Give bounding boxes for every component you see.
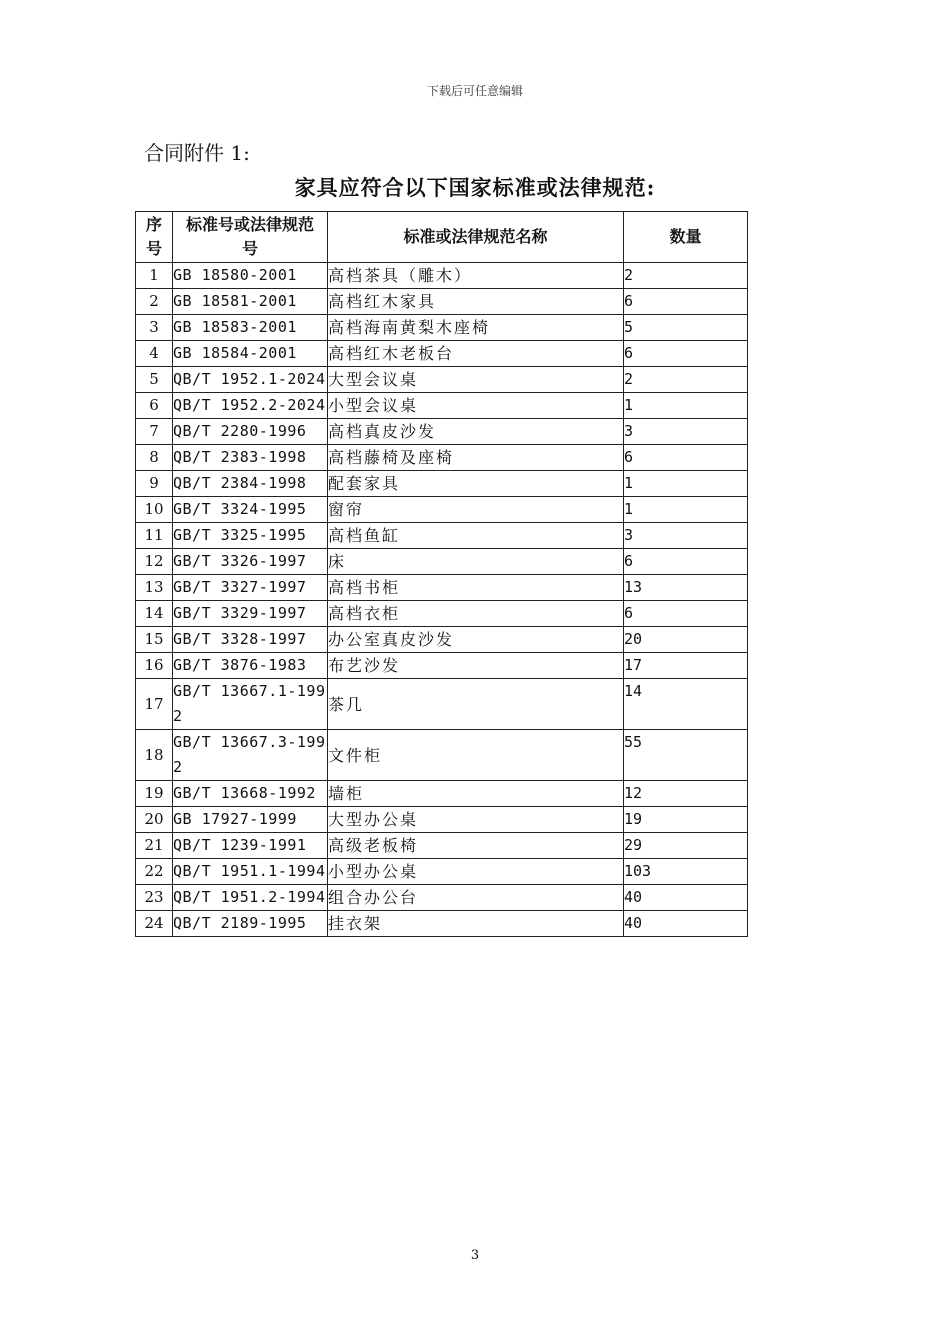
table-row xyxy=(136,549,748,575)
table-row xyxy=(136,263,748,289)
row-code: GB 18583-2001 xyxy=(173,315,328,341)
row-code: GB/T 13667.3-1992 xyxy=(173,730,328,781)
table-row xyxy=(136,471,748,497)
row-qty: 19 xyxy=(624,807,748,833)
row-name: 布艺沙发 xyxy=(328,653,624,679)
row-no: 15 xyxy=(136,627,173,653)
row-name: 墙柜 xyxy=(328,781,624,807)
row-qty: 55 xyxy=(624,730,748,781)
row-code: QB/T 1951.1-1994 xyxy=(173,859,328,885)
page-number: 3 xyxy=(470,1248,480,1263)
row-name: 高档红木老板台 xyxy=(328,341,624,367)
row-no: 11 xyxy=(136,523,173,549)
table-header-row xyxy=(136,212,748,263)
table-row xyxy=(136,367,748,393)
row-code: GB/T 13668-1992 xyxy=(173,781,328,807)
row-qty: 6 xyxy=(624,445,748,471)
table-row xyxy=(136,781,748,807)
table-row xyxy=(136,679,748,730)
attachment-title: 合同附件 1: xyxy=(144,141,250,165)
table-row xyxy=(136,653,748,679)
row-no: 10 xyxy=(136,497,173,523)
row-no: 4 xyxy=(136,341,173,367)
row-qty: 40 xyxy=(624,885,748,911)
row-code: QB/T 1951.2-1994 xyxy=(173,885,328,911)
row-no: 5 xyxy=(136,367,173,393)
row-qty: 6 xyxy=(624,549,748,575)
row-no: 2 xyxy=(136,289,173,315)
row-qty: 3 xyxy=(624,419,748,445)
table-row xyxy=(136,497,748,523)
row-no: 12 xyxy=(136,549,173,575)
row-qty: 6 xyxy=(624,341,748,367)
standards-table xyxy=(135,211,748,937)
row-no: 1 xyxy=(136,263,173,289)
row-qty: 6 xyxy=(624,601,748,627)
row-no: 21 xyxy=(136,833,173,859)
row-qty: 6 xyxy=(624,289,748,315)
row-no: 3 xyxy=(136,315,173,341)
row-code: GB/T 3325-1995 xyxy=(173,523,328,549)
row-no: 19 xyxy=(136,781,173,807)
row-name: 办公室真皮沙发 xyxy=(328,627,624,653)
row-no: 17 xyxy=(136,679,173,730)
row-code: QB/T 1952.1-2024 xyxy=(173,367,328,393)
row-qty: 1 xyxy=(624,497,748,523)
table-row xyxy=(136,393,748,419)
row-name: 高档海南黄梨木座椅 xyxy=(328,315,624,341)
row-no: 14 xyxy=(136,601,173,627)
row-qty: 2 xyxy=(624,263,748,289)
row-qty: 3 xyxy=(624,523,748,549)
table-row xyxy=(136,885,748,911)
header-name: 标准或法律规范名称 xyxy=(328,212,624,263)
row-qty: 17 xyxy=(624,653,748,679)
row-qty: 20 xyxy=(624,627,748,653)
row-code: QB/T 2280-1996 xyxy=(173,419,328,445)
header-code: 标准号或法律规范号 xyxy=(173,212,328,263)
table-row xyxy=(136,289,748,315)
row-qty: 5 xyxy=(624,315,748,341)
row-name: 大型会议桌 xyxy=(328,367,624,393)
table-row xyxy=(136,575,748,601)
table-row xyxy=(136,627,748,653)
row-qty: 40 xyxy=(624,911,748,937)
row-no: 16 xyxy=(136,653,173,679)
row-qty: 1 xyxy=(624,393,748,419)
row-code: GB 18580-2001 xyxy=(173,263,328,289)
table-row xyxy=(136,523,748,549)
table-row xyxy=(136,807,748,833)
header-no: 序号 xyxy=(136,212,173,263)
row-code: GB 18581-2001 xyxy=(173,289,328,315)
row-name: 组合办公台 xyxy=(328,885,624,911)
row-code: GB/T 3876-1983 xyxy=(173,653,328,679)
row-code: GB/T 3328-1997 xyxy=(173,627,328,653)
row-no: 20 xyxy=(136,807,173,833)
row-code: GB 18584-2001 xyxy=(173,341,328,367)
row-name: 高档藤椅及座椅 xyxy=(328,445,624,471)
row-name: 高档衣柜 xyxy=(328,601,624,627)
row-code: QB/T 1952.2-2024 xyxy=(173,393,328,419)
row-no: 23 xyxy=(136,885,173,911)
row-name: 小型办公桌 xyxy=(328,859,624,885)
header-qty: 数量 xyxy=(624,212,748,263)
row-name: 挂衣架 xyxy=(328,911,624,937)
row-code: GB/T 3327-1997 xyxy=(173,575,328,601)
row-code: GB/T 13667.1-1992 xyxy=(173,679,328,730)
row-code: GB/T 3326-1997 xyxy=(173,549,328,575)
row-no: 7 xyxy=(136,419,173,445)
row-no: 9 xyxy=(136,471,173,497)
row-qty: 1 xyxy=(624,471,748,497)
row-name: 高档红木家具 xyxy=(328,289,624,315)
row-code: QB/T 2384-1998 xyxy=(173,471,328,497)
table-row xyxy=(136,601,748,627)
table-row xyxy=(136,341,748,367)
row-name: 大型办公桌 xyxy=(328,807,624,833)
table-row xyxy=(136,419,748,445)
row-name: 高级老板椅 xyxy=(328,833,624,859)
row-name: 高档书柜 xyxy=(328,575,624,601)
table-row xyxy=(136,445,748,471)
row-no: 24 xyxy=(136,911,173,937)
table-row xyxy=(136,730,748,781)
row-name: 高档茶具（雕木） xyxy=(328,263,624,289)
row-qty: 14 xyxy=(624,679,748,730)
row-qty: 103 xyxy=(624,859,748,885)
row-code: GB 17927-1999 xyxy=(173,807,328,833)
row-no: 18 xyxy=(136,730,173,781)
table-body xyxy=(136,263,748,937)
row-name: 窗帘 xyxy=(328,497,624,523)
row-qty: 29 xyxy=(624,833,748,859)
row-name: 高档鱼缸 xyxy=(328,523,624,549)
table-row xyxy=(136,833,748,859)
row-qty: 2 xyxy=(624,367,748,393)
row-code: GB/T 3324-1995 xyxy=(173,497,328,523)
row-no: 13 xyxy=(136,575,173,601)
row-no: 8 xyxy=(136,445,173,471)
table-row xyxy=(136,911,748,937)
header-note: 下载后可任意编辑 xyxy=(426,84,523,98)
row-code: QB/T 1239-1991 xyxy=(173,833,328,859)
row-code: QB/T 2189-1995 xyxy=(173,911,328,937)
row-name: 茶几 xyxy=(328,679,624,730)
row-name: 文件柜 xyxy=(328,730,624,781)
row-name: 床 xyxy=(328,549,624,575)
row-qty: 12 xyxy=(624,781,748,807)
row-name: 高档真皮沙发 xyxy=(328,419,624,445)
row-code: GB/T 3329-1997 xyxy=(173,601,328,627)
row-no: 22 xyxy=(136,859,173,885)
row-name: 小型会议桌 xyxy=(328,393,624,419)
row-qty: 13 xyxy=(624,575,748,601)
row-code: QB/T 2383-1998 xyxy=(173,445,328,471)
row-no: 6 xyxy=(136,393,173,419)
table-row xyxy=(136,315,748,341)
document-heading: 家具应符合以下国家标准或法律规范: xyxy=(294,175,656,200)
table-row xyxy=(136,859,748,885)
row-name: 配套家具 xyxy=(328,471,624,497)
